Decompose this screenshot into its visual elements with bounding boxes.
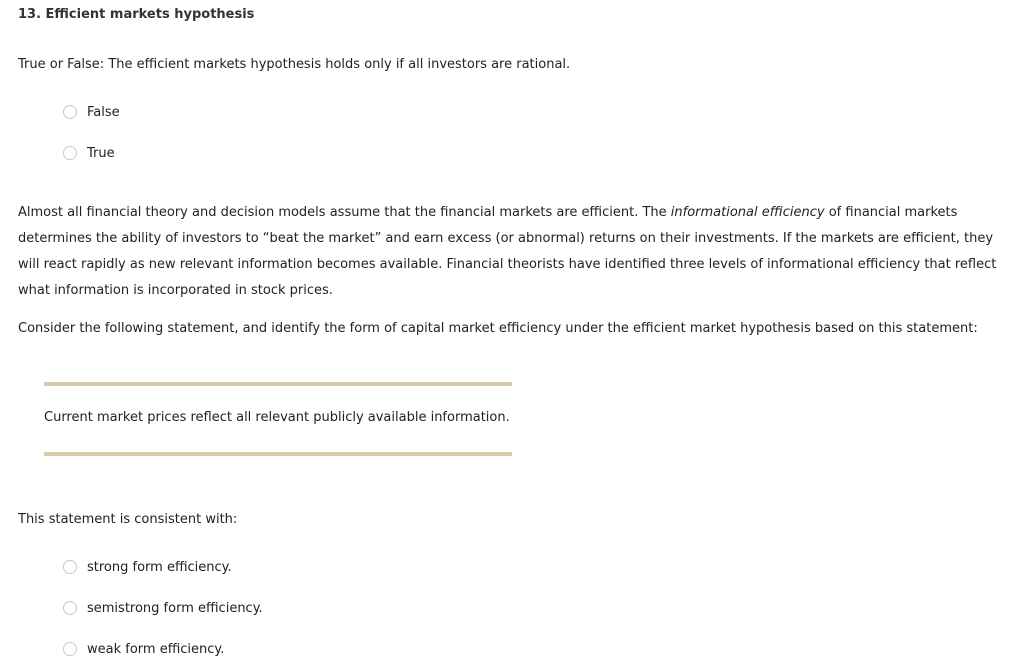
consider-instruction: Consider the following statement, and identify the form of capital market efficiency under the efficient market hypothesis based on this statement: xyxy=(18,321,978,336)
paragraph-line: will react rapidly as new relevant information becomes available. Financial theorists have identified three levels of informational efficiency that reflect xyxy=(18,257,997,272)
option-label: False xyxy=(87,104,120,120)
option-label: strong form efficiency. xyxy=(87,559,232,575)
true-false-prompt: True or False: The efficient markets hypothesis holds only if all investors are rational. xyxy=(18,57,571,72)
intro-paragraph xyxy=(18,200,1018,304)
emphasis-term: informational efficiency xyxy=(670,205,825,220)
option-true[interactable] xyxy=(63,144,115,162)
radio-button-icon[interactable] xyxy=(63,601,77,615)
radio-button-icon[interactable] xyxy=(63,642,77,656)
consistent-prompt: This statement is consistent with: xyxy=(18,512,238,527)
option-semistrong-form[interactable] xyxy=(63,599,263,617)
question-title: 13. Efficient markets hypothesis xyxy=(18,7,255,22)
radio-button-icon[interactable] xyxy=(63,146,77,160)
option-weak-form[interactable] xyxy=(63,640,224,658)
option-label: weak form efficiency. xyxy=(87,641,225,657)
paragraph-line: what information is incorporated in stock prices. xyxy=(18,283,333,298)
statement-text: Current market prices reflect all relevant publicly available information. xyxy=(44,410,510,425)
option-strong-form[interactable] xyxy=(63,558,232,576)
option-label: semistrong form efficiency. xyxy=(87,600,263,616)
radio-button-icon[interactable] xyxy=(63,560,77,574)
option-false[interactable] xyxy=(63,103,120,121)
paragraph-line: Almost all financial theory and decision models assume that the financial markets are efficient. The informational efficiency of financial markets xyxy=(18,205,958,220)
option-label: True xyxy=(87,145,115,161)
statement-bottom-rule xyxy=(44,452,512,456)
paragraph-line: determines the ability of investors to “beat the market” and earn excess (or abnormal) returns on their investments. If the markets are efficient, they xyxy=(18,231,994,246)
statement-top-rule xyxy=(44,382,512,386)
radio-button-icon[interactable] xyxy=(63,105,77,119)
